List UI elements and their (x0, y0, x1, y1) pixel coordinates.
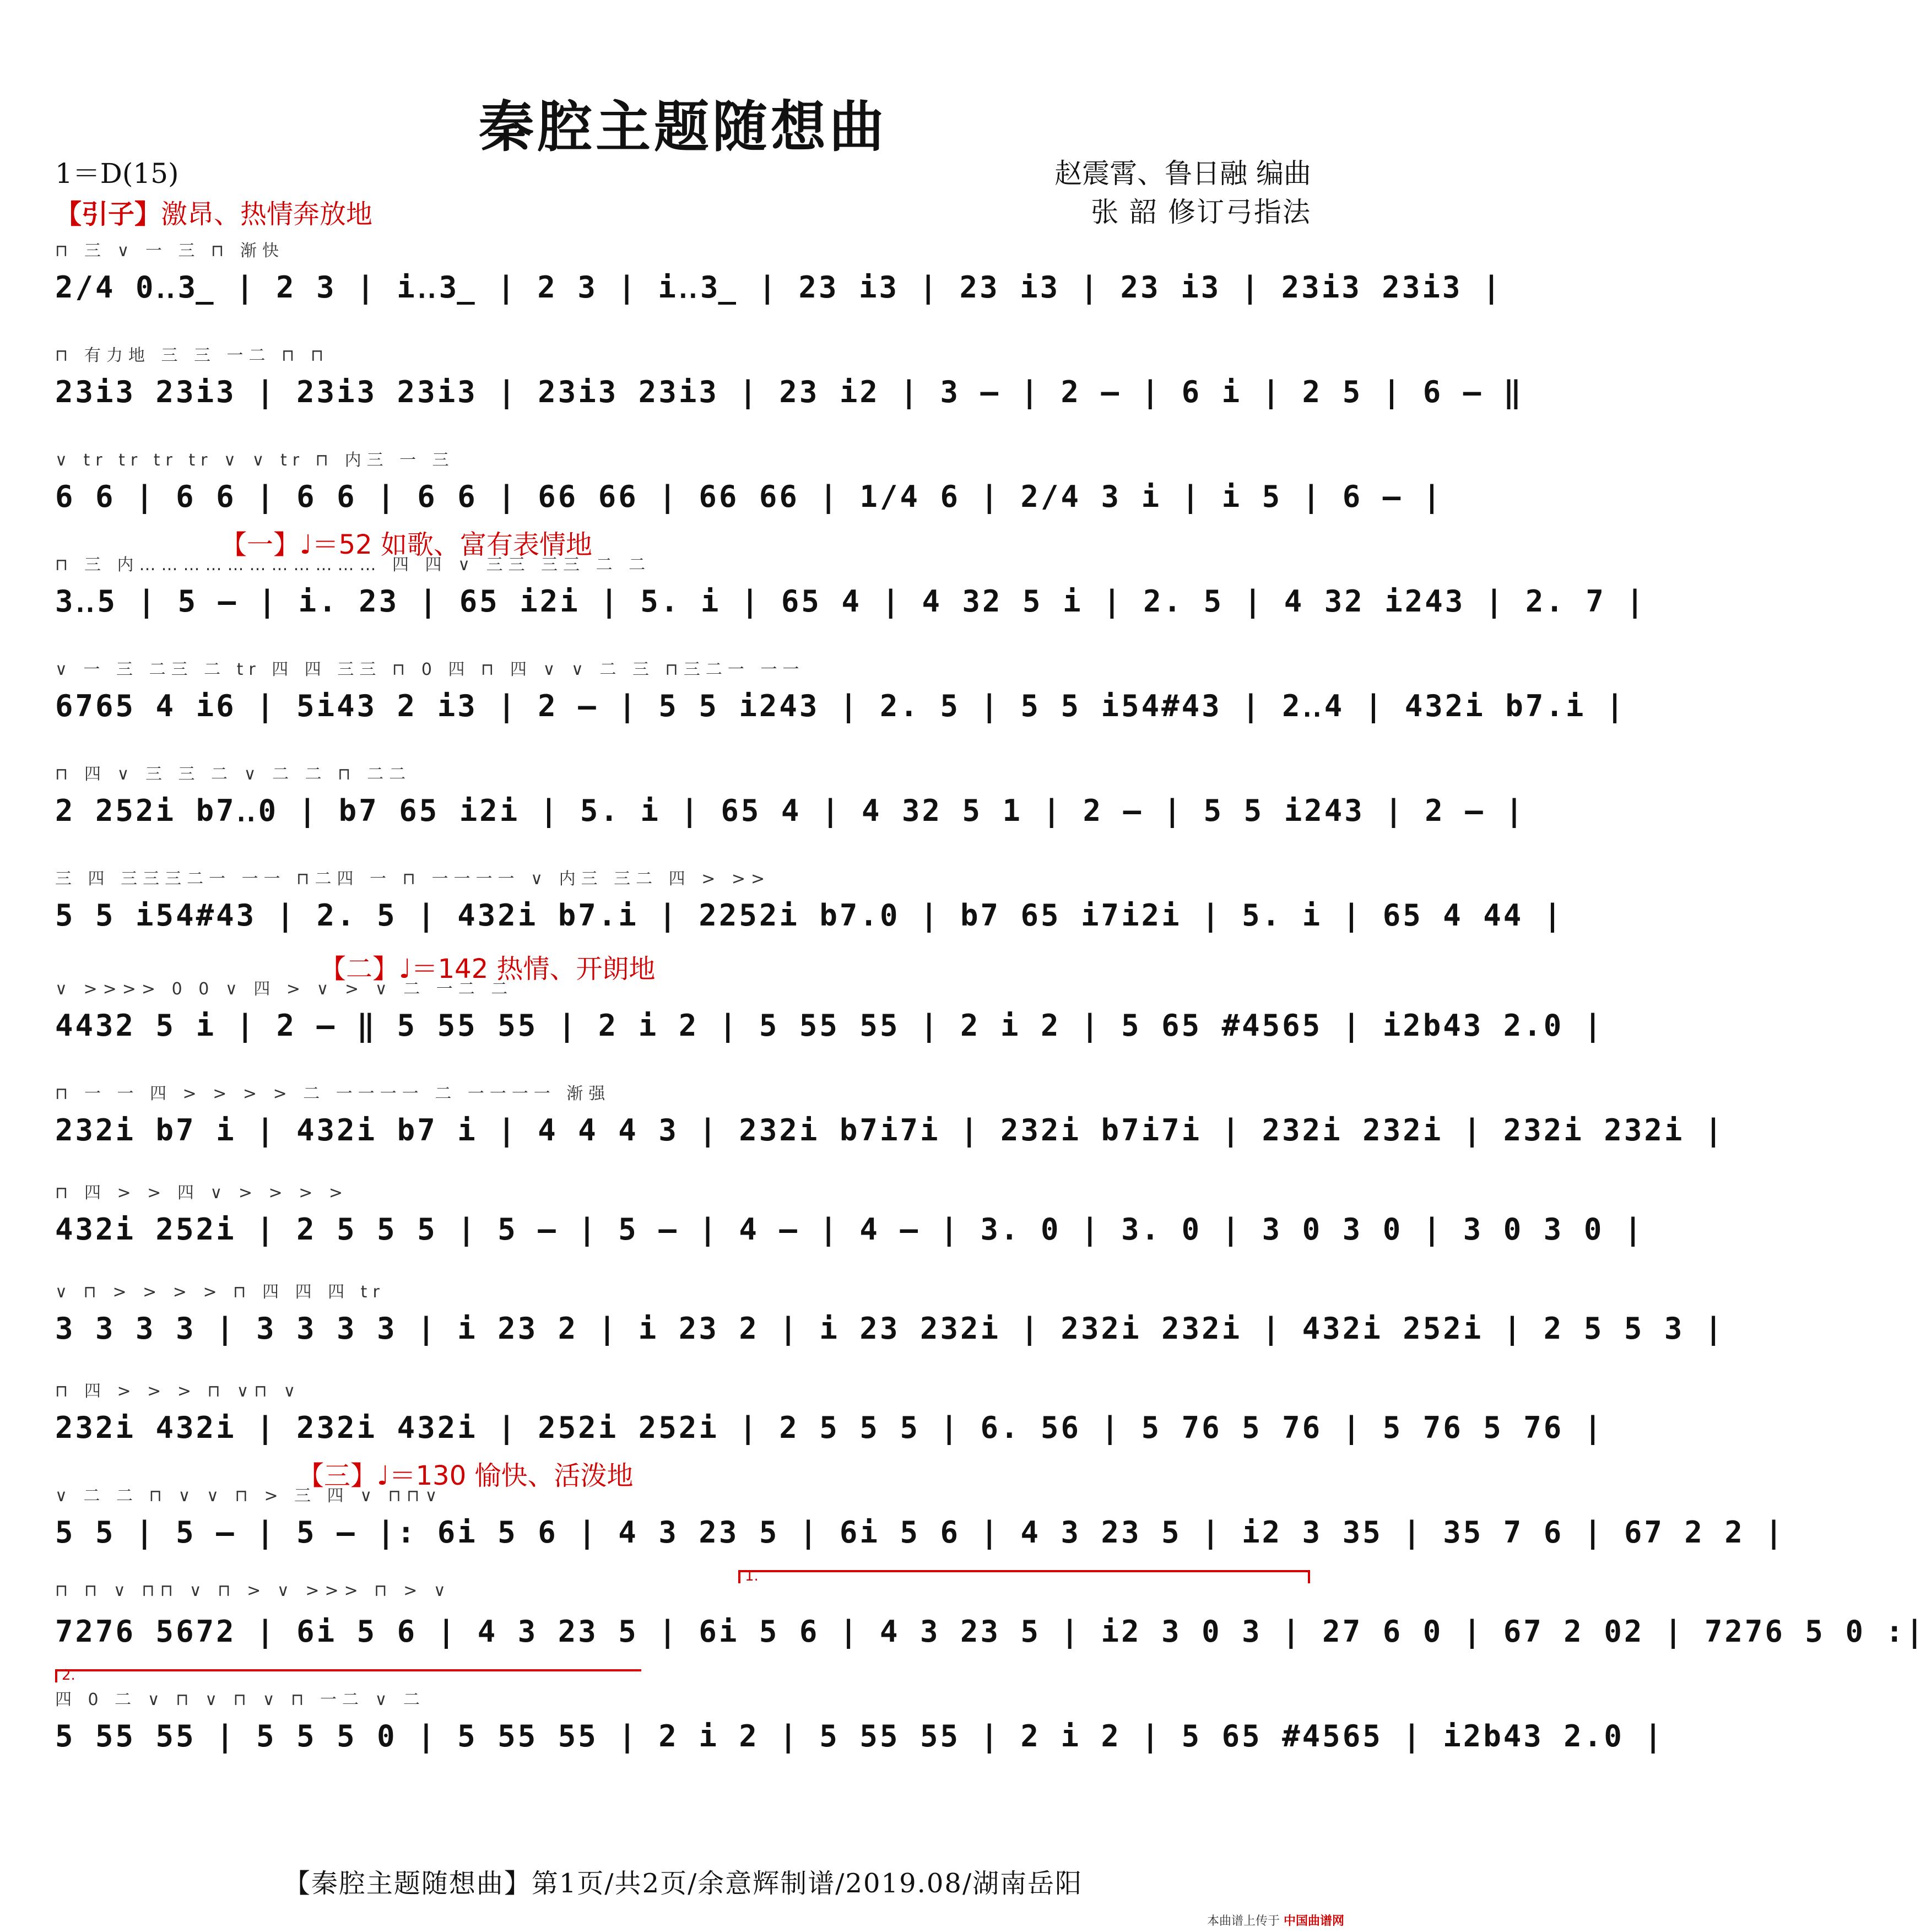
intro-label: 【引子】 (55, 199, 161, 230)
site-brand (1207, 1912, 1344, 1929)
notation-text: 6765 4 i6 | 5i43 2 i3 | 2 — | 5 5 i243 | 2. 5 | 5 5 i54#43 | 2‥4 | 432i b7.i | (55, 689, 1626, 723)
bowing-marks: ∨ ⊓ > > > > ⊓ 四 四 四 tr (55, 1282, 385, 1302)
score-line (55, 1382, 1604, 1482)
volta-first-ending (738, 1570, 1310, 1583)
bowing-marks: 四 0 二 ∨ ⊓ ∨ ⊓ ∨ ⊓ 一二 ∨ 二 (55, 1690, 426, 1709)
bowing-marks: ∨ 一 三 二三 二 tr 四 四 三三 ⊓ 0 四 ⊓ 四 ∨ ∨ 二 三 ⊓三二一 一一 (55, 660, 805, 679)
notation-text: 23i3 23i3 | 23i3 23i3 | 23i3 23i3 | 23 i2 | 3 — | 2 — | 6 i | 2 5 | 6 — ‖ (55, 375, 1524, 409)
notation-text: 2 252i b7‥0 | b7 65 i2i | 5. i | 65 4 | 4 32 5 1 | 2 — | 5 5 i243 | 2 — | (55, 793, 1525, 828)
bowing-marks: ⊓ 三 ∨ 一 三 ⊓ 渐快 (55, 241, 284, 261)
bowing-marks: ⊓ 四 > > > ⊓ ∨⊓ ∨ (55, 1382, 301, 1401)
score-line (55, 529, 1646, 656)
bowing-marks: ∨ tr tr tr tr ∨ ∨ tr ⊓ 内三 一 三 (55, 451, 455, 470)
notation-text: 3‥5 | 5 — | i. 23 | 65 i2i | 5. i | 65 4 | 4 32 5 i | 2. 5 | 4 32 i243 | 2. 7 | (55, 584, 1646, 619)
intro-marking (55, 193, 372, 231)
notation-text: 3 3 3 3 | 3 3 3 3 | i 23 2 | i 23 2 | i 23 232i | 232i 232i | 432i 252i | 2 5 5 3 | (55, 1311, 1725, 1346)
bowing-marks: ⊓ 一 一 四 > > > > 二 一一一一 二 一一一一 渐强 (55, 1084, 611, 1103)
score-line (55, 241, 1503, 342)
score-line (55, 346, 1524, 446)
notation-text: 232i 432i | 232i 432i | 252i 252i | 2 5 5 5 | 6. 56 | 5 76 5 76 | 5 76 5 76 | (55, 1410, 1604, 1445)
upload-note: 本曲谱上传于 (1207, 1914, 1280, 1928)
bowing-marks: ⊓ 四 > > 四 ∨ > > > > (55, 1183, 349, 1203)
notation-text: 232i b7 i | 432i b7 i | 4 4 4 3 | 232i b7i7i | 232i b7i7i | 232i 232i | 232i 232i | (55, 1113, 1725, 1148)
notation-text: 6 6 | 6 6 | 6 6 | 6 6 | 66 66 | 66 66 | 1/4 6 | 2/4 3 i | i 5 | 6 — | (55, 479, 1443, 514)
notation-text: 2/4 0‥3̲ | 2 3 | i‥3̲ | 2 3 | i‥3̲ | 23 i3 | 23 i3 | 23 i3 | 23i3 23i3 | (55, 270, 1503, 305)
intro-expression: 激昂、热情奔放地 (161, 199, 373, 230)
notation-text: 5 5 i54#43 | 2. 5 | 432i b7.i | 2252i b7.0 | b7 65 i7i2i | 5. i | 65 4 44 | (55, 898, 1564, 933)
notation-text: 7276 5672 | 6i 5 6 | 4 3 23 5 | 6i 5 6 | 4 3 23 5 | i2 3 0 3 | 27 6 0 | 67 2 02 | 7276 5 0 :| (55, 1614, 1926, 1649)
notation-text: 432i 252i | 2 5 5 5 | 5 — | 5 — | 4 — | 4 — | 3. 0 | 3. 0 | 3 0 3 0 | 3 0 3 0 | (55, 1212, 1644, 1247)
notation-text: 5 5 | 5 — | 5 — |: 6i 5 6 | 4 3 23 5 | 6i 5 6 | 4 3 23 5 | i2 3 35 | 35 7 6 | 67 2 2 | (55, 1515, 1785, 1550)
bowing-marks: 三 四 三三三二一 一一 ⊓二四 一 ⊓ 一一一一 ∨ 内三 三二 四 > >> (55, 869, 771, 889)
bowing-marks: ⊓ 有力地 三 三 一二 ⊓ ⊓ (55, 346, 329, 365)
bowing-marks: ⊓ 三 内…………………………… 四 四 ∨ 三三 三三 二 二 (55, 555, 651, 575)
section-heading: 【三】♩＝130 愉快、活泼地 (297, 1460, 634, 1491)
footer-caption: 【秦腔主题随想曲】第1页/共2页/余意辉制谱/2019.08/湖南岳阳 (283, 1868, 1083, 1899)
score-line (55, 765, 1525, 865)
volta-second-label: 2. (62, 1667, 75, 1684)
key-signature: 1＝D(15) (55, 158, 179, 190)
section-heading: 【一】♩＝52 如歌、富有表情地 (220, 529, 592, 560)
score-line (55, 1282, 1725, 1383)
page-title: 秦腔主题随想曲 (479, 94, 888, 159)
score-line (55, 954, 1604, 1080)
volta-second-ending (55, 1669, 641, 1682)
score-line (55, 660, 1626, 760)
section-heading: 【二】♩＝142 热情、开朗地 (320, 954, 656, 984)
score-line (55, 1183, 1644, 1284)
bowing-marks: ∨ >>>> 0 0 ∨ 四 > ∨ > ∨ 二 一二 二 (55, 979, 513, 999)
notation-text: 4432 5 i | 2 — ‖ 5 55 55 | 2 i 2 | 5 55 55 | 2 i 2 | 5 65 #4565 | i2b43 2.0 | (55, 1008, 1604, 1043)
score-line (55, 1084, 1725, 1184)
volta-first-label: 1. (745, 1568, 759, 1584)
score-line (55, 869, 1564, 970)
bowing-marks: ∨ 二 二 ⊓ ∨ ∨ ⊓ > 三 四 ∨ ⊓⊓∨ (55, 1486, 443, 1506)
site-logo: 中国曲谱网 (1283, 1914, 1344, 1928)
score-line (55, 1667, 1664, 1790)
reviser-credit: 张 韶 修订弓指法 (1091, 196, 1311, 228)
bowing-marks: ⊓ 四 ∨ 三 三 二 ∨ 二 二 ⊓ 二二 (55, 765, 412, 784)
notation-text: 5 55 55 | 5 5 5 0 | 5 55 55 | 2 i 2 | 5 55 55 | 2 i 2 | 5 65 #4565 | i2b43 2.0 | (55, 1719, 1664, 1754)
arranger-credit: 赵震霄、鲁日融 编曲 (1054, 158, 1311, 190)
bowing-marks: ⊓ ⊓ ∨ ⊓⊓ ∨ ⊓ > ∨ >>> ⊓ > ∨ (55, 1581, 451, 1600)
